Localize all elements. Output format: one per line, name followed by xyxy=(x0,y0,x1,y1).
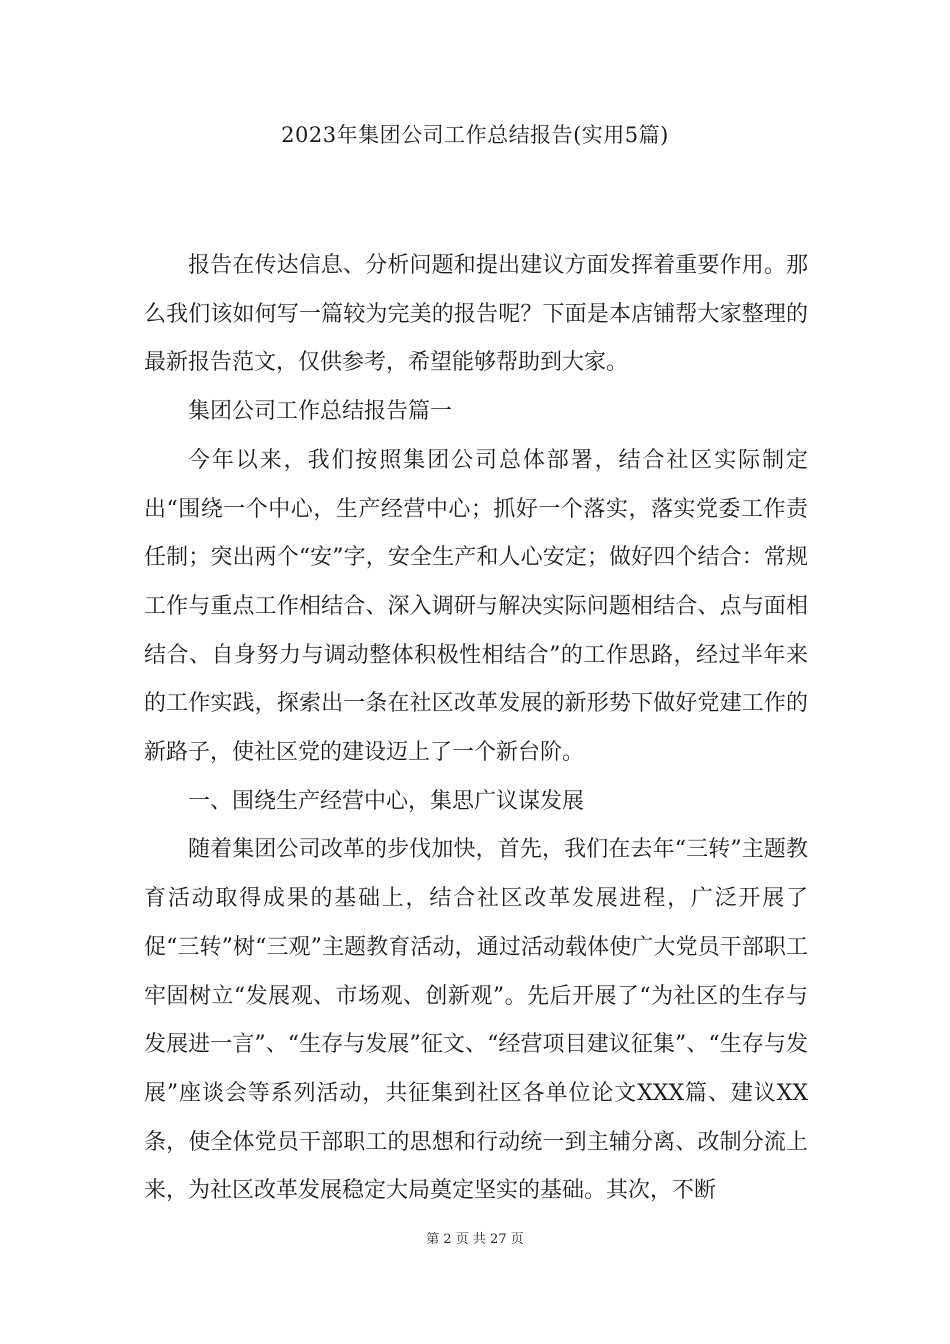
document-body xyxy=(144,242,808,1216)
page-number-label: 第 2 页 共 27 页 xyxy=(426,1232,524,1247)
page-footer xyxy=(0,1230,950,1250)
subsection-heading: 一、围绕生产经营中心，集思广议谋发展 xyxy=(188,788,585,814)
body-paragraph: 今年以来，我们按照集团公司总体部署，结合社区实际制定出“围绕一个中心，生产经营中心；抓好一个落实，落实党委工作责任制；突出两个“安”字，安全生产和人心安定；做好四个结合：常规工作与重点工作相结合、深入调研与解决实际问题相结合、点与面相结合、自身努力与调动整体积极性相结合”的工作思路，经过半年来的工作实践，探索出一条在社区改革发展的新形势下做好党建工作的新路子，使社区党的建设迈上了一个新台阶。 xyxy=(144,447,808,766)
section-heading-part-one: 集团公司工作总结报告篇一 xyxy=(188,399,453,425)
intro-paragraph: 报告在传达信息、分析问题和提出建议方面发挥着重要作用。那么我们该如何写一篇较为完美的报告呢？下面是本店铺帮大家整理的最新报告范文，仅供参考，希望能够帮助到大家。 xyxy=(144,253,808,376)
body-paragraph: 随着集团公司改革的步伐加快，首先，我们在去年“三转”主题教育活动取得成果的基础上，结合社区改革发展进程，广泛开展了促“三转”树“三观”主题教育活动，通过活动载体使广大党员干部职工牢固树立“发展观、市场观、创新观”。先后开展了“为社区的生存与发展进一言”、“生存与发展”征文、“经营项目建议征集”、“生存与发展”座谈会等系列活动，共征集到社区各单位论文XXX篇、建议XX条，使全体党员干部职工的思想和行动统一到主辅分离、改制分流上来，为社区改革发展稳定大局奠定坚实的基础。其次，不断 xyxy=(144,837,808,1204)
document-title: 2023年集团公司工作总结报告(实用5篇) xyxy=(281,123,669,147)
